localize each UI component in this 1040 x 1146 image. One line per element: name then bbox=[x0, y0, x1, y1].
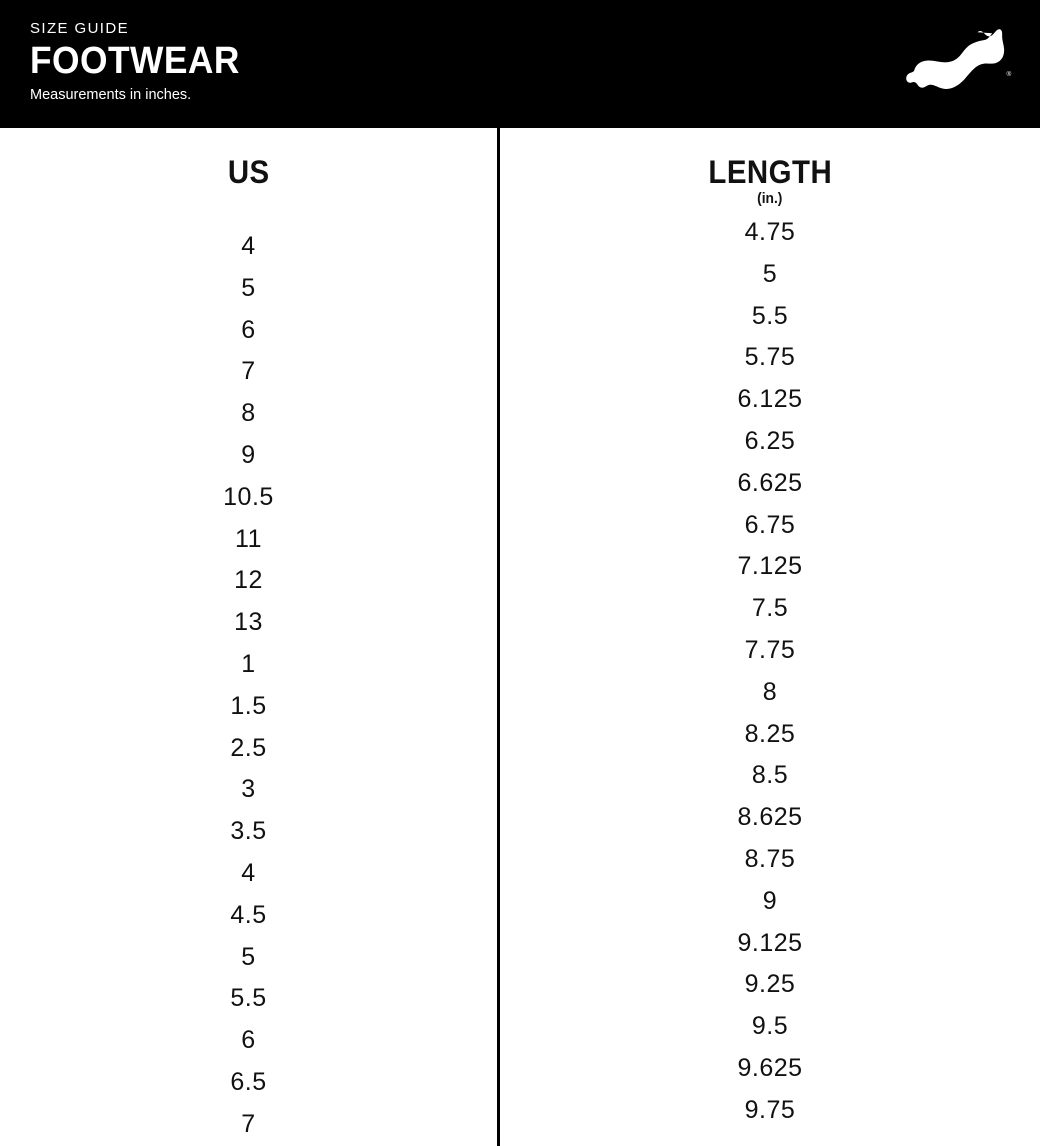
column-header-length-unit: (in.) bbox=[757, 190, 783, 207]
column-header-us-label: US bbox=[227, 154, 270, 190]
column-header-length bbox=[500, 128, 1040, 208]
list-item: 2.5 bbox=[230, 733, 267, 762]
list-item: 9.625 bbox=[737, 1053, 803, 1082]
list-item: 7.5 bbox=[751, 594, 789, 623]
size-chart-table bbox=[0, 128, 1040, 1146]
list-item: 10.5 bbox=[223, 482, 274, 511]
list-item: 3 bbox=[241, 775, 256, 804]
list-item: 11 bbox=[235, 524, 262, 553]
list-item: 9 bbox=[241, 440, 256, 469]
list-item: 9.25 bbox=[744, 970, 796, 999]
header-text-block bbox=[30, 20, 256, 104]
list-item: 4.75 bbox=[744, 218, 796, 246]
list-item: 4 bbox=[241, 232, 256, 260]
eyebrow-label: SIZE GUIDE bbox=[30, 20, 130, 37]
list-item: 8 bbox=[241, 399, 256, 428]
list-item: 5 bbox=[241, 273, 256, 302]
page-title: FOOTWEAR bbox=[30, 40, 240, 82]
list-item: 8.5 bbox=[751, 761, 789, 790]
list-item: 6.625 bbox=[737, 468, 803, 497]
column-header-us-spacer bbox=[0, 190, 497, 212]
list-item: 8.75 bbox=[744, 844, 796, 873]
list-item: 5 bbox=[241, 942, 256, 971]
list-item: 5.5 bbox=[751, 301, 789, 330]
list-item: 9.75 bbox=[744, 1095, 796, 1124]
list-item: 7 bbox=[241, 1109, 256, 1138]
list-item: 6.75 bbox=[744, 510, 796, 539]
list-item: 1.5 bbox=[230, 691, 267, 720]
list-item: 5.5 bbox=[230, 984, 267, 1013]
list-item: 5.75 bbox=[744, 343, 796, 372]
us-size-list bbox=[0, 226, 497, 1146]
size-guide-header bbox=[0, 0, 1040, 128]
list-item: 8.25 bbox=[744, 719, 796, 748]
column-header-us bbox=[0, 128, 497, 212]
list-item: 6 bbox=[241, 315, 256, 344]
list-item: 7.75 bbox=[744, 635, 796, 664]
column-us bbox=[0, 128, 500, 1146]
length-list bbox=[500, 212, 1040, 1132]
list-item: 9.5 bbox=[751, 1012, 789, 1041]
list-item: 6.5 bbox=[230, 1067, 267, 1096]
list-item: 8 bbox=[762, 677, 778, 706]
list-item: 9.125 bbox=[737, 928, 803, 957]
list-item: 8.625 bbox=[737, 803, 803, 832]
column-length bbox=[500, 128, 1040, 1146]
list-item: 3.5 bbox=[230, 817, 267, 846]
list-item: 7.125 bbox=[737, 552, 803, 581]
puma-logo-icon bbox=[894, 26, 1014, 98]
list-item: 5 bbox=[762, 259, 778, 288]
list-item: 12 bbox=[234, 566, 263, 595]
list-item: 1 bbox=[241, 649, 256, 678]
list-item: 4.5 bbox=[230, 900, 267, 929]
column-header-length-label: LENGTH bbox=[708, 154, 832, 190]
list-item: 6.125 bbox=[737, 385, 803, 414]
list-item: 13 bbox=[234, 608, 263, 637]
list-item: 9 bbox=[762, 886, 778, 915]
list-item: 7 bbox=[241, 357, 256, 386]
measurement-note: Measurements in inches. bbox=[30, 87, 192, 103]
list-item: 6.25 bbox=[744, 426, 796, 455]
list-item: 6 bbox=[241, 1026, 256, 1055]
svg-text:®: ® bbox=[1006, 71, 1012, 78]
list-item: 4 bbox=[241, 858, 256, 887]
